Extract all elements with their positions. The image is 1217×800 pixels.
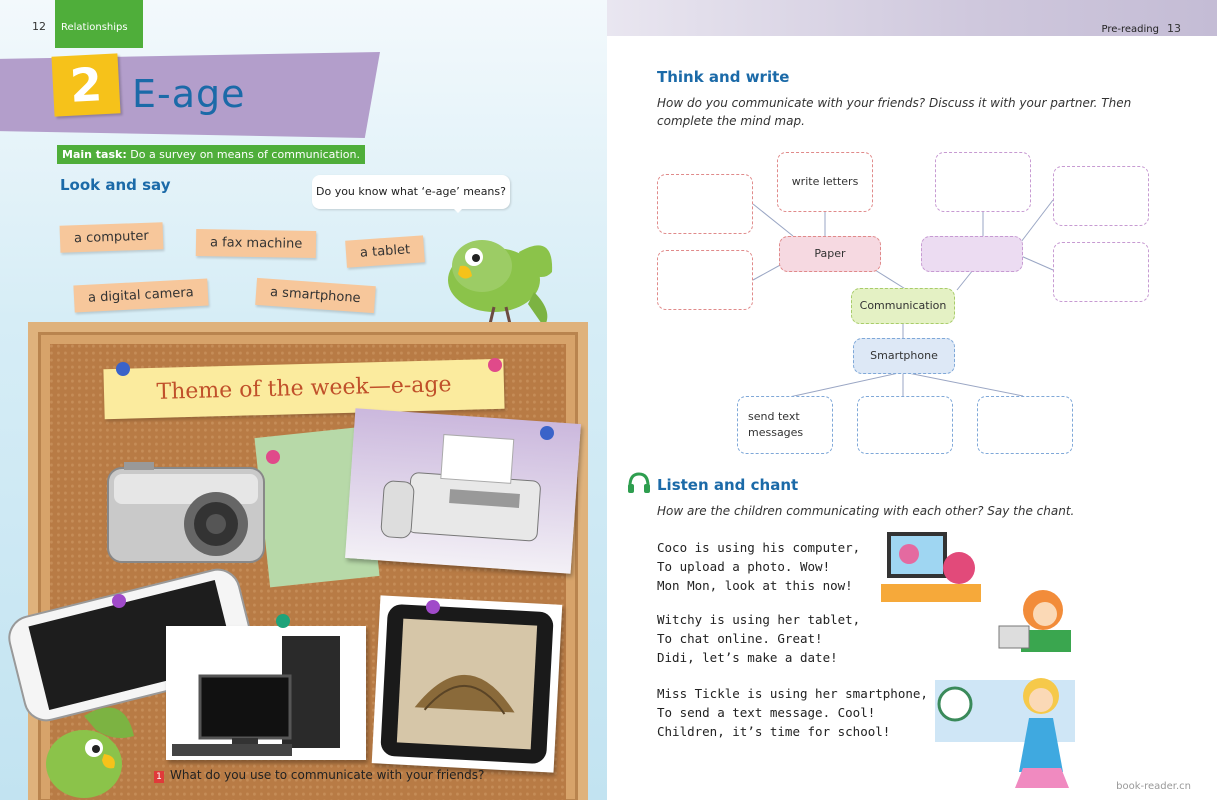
section-tab: Relationships bbox=[55, 0, 143, 48]
chant-verse-2: Witchy is using her tablet, To chat online. Great! Didi, let’s make a date! bbox=[657, 612, 861, 665]
listen-and-chant-heading: Listen and chant bbox=[657, 476, 799, 494]
mind-map-blank-category[interactable] bbox=[921, 236, 1023, 272]
parrot-illustration bbox=[24, 696, 154, 800]
page-number-left: 12 bbox=[32, 20, 46, 33]
mind-map-write-letters: write letters bbox=[777, 152, 873, 212]
witchy-tablet-illustration bbox=[995, 586, 1089, 656]
think-and-write-instruction: How do you communicate with your friends? Discuss it with your partner. Then complete the mind map. bbox=[657, 96, 1132, 128]
look-and-say-heading: Look and say bbox=[60, 176, 171, 194]
unit-title: E-age bbox=[132, 72, 246, 116]
mind-map-smartphone: Smartphone bbox=[853, 338, 955, 374]
right-page bbox=[607, 0, 1217, 800]
question-number: 1 bbox=[154, 771, 164, 783]
coco-computer-illustration bbox=[879, 528, 985, 606]
mind-map-blank-box[interactable] bbox=[977, 396, 1073, 454]
mind-map-blank-box[interactable] bbox=[857, 396, 953, 454]
camera-image bbox=[100, 452, 272, 572]
vocab-card-digital-camera: a digital camera bbox=[73, 279, 208, 313]
left-page bbox=[0, 0, 607, 800]
pushpin-icon bbox=[116, 362, 130, 376]
pushpin-icon bbox=[540, 426, 554, 440]
vocab-card-computer: a computer bbox=[60, 222, 164, 253]
vocab-card-fax-machine: a fax machine bbox=[196, 229, 317, 258]
mind-map-blank-box[interactable] bbox=[1053, 242, 1149, 302]
main-task-banner bbox=[57, 145, 365, 164]
bottom-question bbox=[154, 768, 484, 783]
pushpin-icon bbox=[112, 594, 126, 608]
main-task-label: Main task: bbox=[62, 148, 127, 161]
vocab-card-tablet: a tablet bbox=[345, 235, 425, 267]
listen-and-chant-instruction: How are the children communicating with each other? Say the chant. bbox=[657, 504, 1075, 518]
parrot-illustration bbox=[424, 212, 564, 332]
mind-map-blank-box[interactable] bbox=[657, 250, 753, 310]
watermark: book-reader.cn bbox=[1116, 781, 1191, 792]
pushpin-icon bbox=[426, 600, 440, 614]
mind-map-send-text-messages: send text messages bbox=[737, 396, 833, 454]
main-task-text: Do a survey on means of communication. bbox=[130, 148, 360, 161]
headphones-icon bbox=[627, 472, 651, 494]
board-title: Theme of the week—e-age bbox=[103, 359, 504, 419]
miss-tickle-smartphone-illustration bbox=[931, 668, 1101, 792]
page-number-right: 13 bbox=[1167, 22, 1181, 35]
header-label: Pre-reading bbox=[1101, 24, 1159, 35]
pushpin-icon bbox=[488, 358, 502, 372]
speech-bubble: Do you know what ‘e-age’ means? bbox=[312, 175, 510, 209]
bottom-question-text: What do you use to communicate with your friends? bbox=[170, 768, 485, 782]
mind-map-paper: Paper bbox=[779, 236, 881, 272]
pushpin-icon bbox=[276, 614, 290, 628]
computer-image bbox=[166, 626, 366, 760]
think-and-write-heading: Think and write bbox=[657, 68, 790, 86]
chant-verse-1: Coco is using his computer, To upload a photo. Wow! Mon Mon, look at this now! bbox=[657, 540, 861, 593]
mind-map-blank-box[interactable] bbox=[935, 152, 1031, 212]
unit-number: 2 bbox=[51, 53, 120, 116]
mind-map-blank-box[interactable] bbox=[1053, 166, 1149, 226]
chant-verse-3: Miss Tickle is using her smartphone, To send a text message. Cool! Children, it’s time for school! bbox=[657, 686, 928, 739]
vocab-card-smartphone: a smartphone bbox=[255, 278, 375, 313]
pushpin-icon bbox=[266, 450, 280, 464]
mind-map-blank-box[interactable] bbox=[657, 174, 753, 234]
mind-map-communication: Communication bbox=[851, 288, 955, 324]
tablet-image bbox=[372, 595, 563, 772]
